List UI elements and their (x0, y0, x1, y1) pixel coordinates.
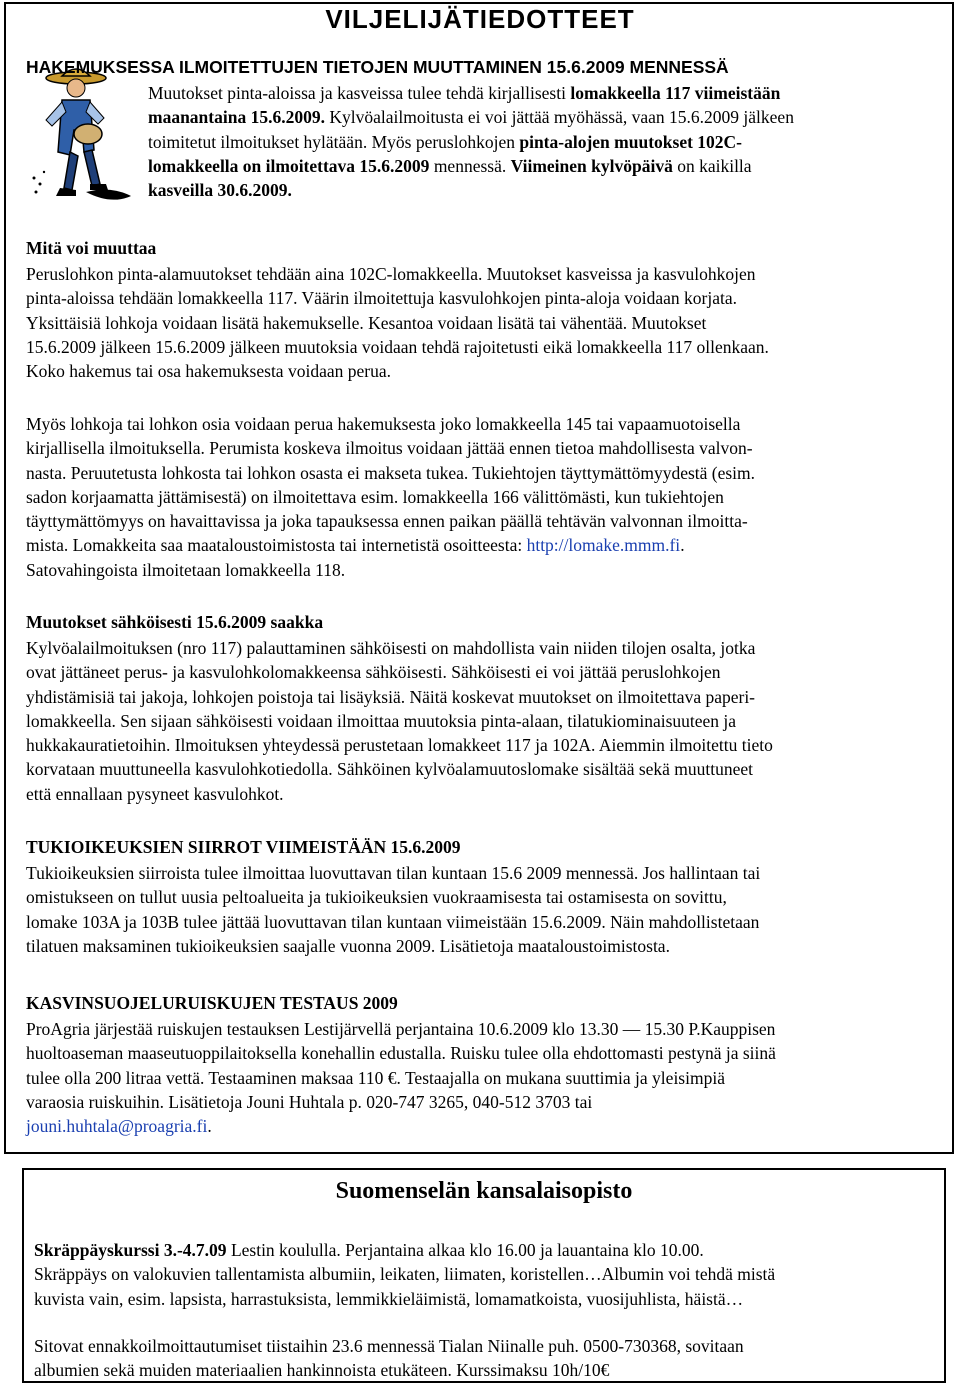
bold-span: Viimeinen kylvöpäivä (510, 155, 673, 176)
text-span: Muutokset pinta-aloissa ja kasveissa tulee tehdä kirjallisesti (148, 83, 571, 103)
text-line: tulee olla 200 litraa vettä. Testaaminen maksaa 110 €. Testaajalla on mukana suuttimia ja yleisimpiä (26, 1067, 725, 1088)
section-sprayer-test-text (26, 1017, 776, 1138)
text-line: Peruslohkon pinta-alamuutokset tehdään aina 102C-lomakkeella. Muutokset kasveissa ja kasvulohkojen (26, 264, 756, 284)
text-line: Tukioikeuksien siirroista tulee ilmoittaa luovuttavan tilan kuntaan 15.6 2009 mennessä. Jos hallintaan tai (26, 863, 761, 883)
email-link[interactable]: jouni.huhtala@proagria.fi (26, 1116, 208, 1137)
section-heading-electronic: Muutokset sähköisesti 15.6.2009 saakka (26, 612, 324, 632)
section-heading-transfers: TUKIOIKEUKSIEN SIIRROT VIIMEISTÄÄN 15.6.2009 (26, 837, 461, 857)
text-line: huoltoaseman maaseutuoppilaitoksella konehallin edustalla. Ruisku tulee olla ehdottomasti pestynä ja siinä (26, 1043, 776, 1064)
text-span: mennessä. (429, 155, 511, 176)
section-changes-text (148, 81, 794, 202)
text-span: . (207, 1116, 212, 1137)
farmer-sowing-illustration (26, 60, 136, 210)
bold-span: Skräppäyskurssi 3.-4.7.09 (34, 1240, 227, 1260)
bold-span: lomakkeella 117 viimeistään (570, 83, 781, 103)
text-line: varaosia ruiskuihin. Lisätietoja Jouni Huhtala p. 020-747 3265, 040-512 3703 tai (26, 1091, 593, 1112)
bold-span: pinta-alojen muutokset 102C- (519, 131, 743, 152)
text-line: tilatuen maksaminen tukioikeuksien saajalle vuonna 2009. Lisätietoja maataloustoimistosta. (26, 935, 670, 956)
text-line: Kylvöalailmoituksen (nro 117) palauttaminen sähköisesti on mahdollista vain niiden tilojen osalta, jotka (26, 638, 756, 658)
lomake-link[interactable]: http://lomake.mmm.fi (526, 535, 681, 556)
text-line: omistukseen on tullut uusia peltoalueita ja tukioikeuksien vuokraamisesta tai ostamisesta on sovittu, (26, 887, 727, 908)
section-heading-changes: HAKEMUKSESSA ILMOITETTUJEN TIETOJEN MUUTTAMINEN 15.6.2009 MENNESSÄ (26, 57, 729, 77)
section-cancel-text (26, 412, 755, 582)
text-line: kuvista vain, esim. lapsista, harrastuksista, lemmikkieläimistä, lomamatkoista, vuosijuhlista, häistä… (34, 1288, 744, 1309)
text-line: kasveilla 30.6.2009. (148, 180, 292, 201)
course-announcement-box (22, 1168, 946, 1383)
section-what-can-change-text (26, 262, 769, 383)
text-span: . (680, 535, 685, 556)
text-line: Myös lohkoja tai lohkon osia voidaan perua hakemuksesta joko lomakkeella 145 tai vapaamuotoisella (26, 414, 741, 434)
text-line: Satovahingoista ilmoitetaan lomakkeella 118. (26, 559, 346, 580)
text-span: mista. Lomakkeita saa maataloustoimistosta tai internetistä osoitteesta: (26, 535, 527, 556)
text-line: täyttymättömyys on havaittavissa ja joka tapauksessa ennen paikan päällä tehtävän valvonnan ilmoitta- (26, 511, 748, 532)
text-line: Yksittäisiä lohkoja voidaan lisätä hakemukselle. Kesantoa voidaan lisätä tai vähentää. Muutokset (26, 312, 707, 333)
text-line: hukkakauratietoihin. Ilmoituksen yhteydessä perustetaan lomakkeet 117 ja 102A. Aiemmin ilmoitettu tieto (26, 735, 773, 756)
text-line: kirjallisella ilmoituksella. Perumista koskeva ilmoitus voidaan jättää ennen tietoa mahdollisesta valvon- (26, 438, 753, 459)
text-line: Skräppäys on valokuvien tallentamista albumiin, leikaten, liimaten, koristellen…Albumin voi tehdä mistä (34, 1264, 776, 1285)
bold-span: lomakkeella on ilmoitettava 15.6.2009 (148, 155, 430, 176)
section-transfers-text (26, 861, 760, 958)
text-line: Koko hakemus tai osa hakemuksesta voidaan perua. (26, 361, 391, 382)
course-text (34, 1238, 775, 1311)
text-line: 15.6.2009 jälkeen 15.6.2009 jälkeen muutoksia voidaan tehdä rajoitetusti eikä lomakkeella 117 ollenkaan. (26, 336, 769, 357)
text-line: ovat jättäneet perus- ja kasvulohkolomakkeensa sähköisesti. Sähköisesti ei voi jättää peruslohkojen (26, 662, 721, 683)
course-title: Suomenselän kansalaisopisto (335, 1178, 633, 1204)
section-electronic-text (26, 636, 773, 806)
text-line: yhdistämisiä tai jakoja, lohkojen poistoja tai lisäyksiä. Näitä koskevat muutokset on ilmoitettava paperi- (26, 686, 756, 707)
page-title: VILJELIJÄTIEDOTTEET (325, 4, 635, 34)
section-heading-what-can-change: Mitä voi muuttaa (26, 238, 157, 258)
course-registration-text (34, 1334, 744, 1383)
text-line: Sitovat ennakkoilmoittautumiset tiistaihin 23.6 mennessä Tialan Niinalle puh. 0500-730368, sovitaan (34, 1336, 744, 1356)
text-line: korvataan muuttuneella kasvulohkotiedolla. Sähköinen kylvöalamuutoslomake sisältää sekä muuttuneet (26, 759, 754, 780)
text-line: albumien sekä muiden materiaalien hankinnoista etukäteen. Kurssimaksu 10h/10€ (34, 1360, 610, 1381)
text-line: että ennallaan pysyneet kasvulohkot. (26, 783, 284, 804)
text-line: lomakkeella. Sen sijaan sähköisesti voidaan ilmoittaa muutoksia pinta-alaan, tilatukiominaisuuteen ja (26, 710, 737, 731)
text-span: toimitetut ilmoitukset hylätään. Myös peruslohkojen (148, 131, 520, 152)
text-line: lomake 103A ja 103B tulee jättää luovuttavan tilan kuntaan viimeistään 15.6.2009. Näin mahdollistetaan (26, 911, 760, 932)
section-heading-sprayer-test: KASVINSUOJELURUISKUJEN TESTAUS 2009 (26, 993, 398, 1013)
text-span: Lestin koululla. Perjantaina alkaa klo 16.00 ja lauantaina klo 10.00. (226, 1240, 704, 1260)
text-span: Kylvöalailmoitusta ei voi jättää myöhässä, vaan 15.6.2009 jälkeen (324, 107, 794, 128)
text-span: on kaikilla (672, 155, 752, 176)
text-line: pinta-aloissa tehdään lomakkeella 117. Väärin ilmoitettuja kasvulohkojen pinta-aloja voidaan korjata. (26, 288, 737, 309)
text-line: nasta. Peruutetusta lohkosta tai lohkon osasta ei makseta tukea. Tukiehtojen täyttymättömyydestä (esim. (26, 462, 756, 483)
bold-span: maanantaina 15.6.2009. (148, 107, 325, 128)
text-line: ProAgria järjestää ruiskujen testauksen Lestijärvellä perjantaina 10.6.2009 klo 13.30 — 15.30 P.Kauppisen (26, 1019, 776, 1039)
text-line: sadon korjaamatta jättämisestä) on ilmoitettava esim. lomakkeella 166 välittömästi, kun tukiehtojen (26, 486, 724, 507)
